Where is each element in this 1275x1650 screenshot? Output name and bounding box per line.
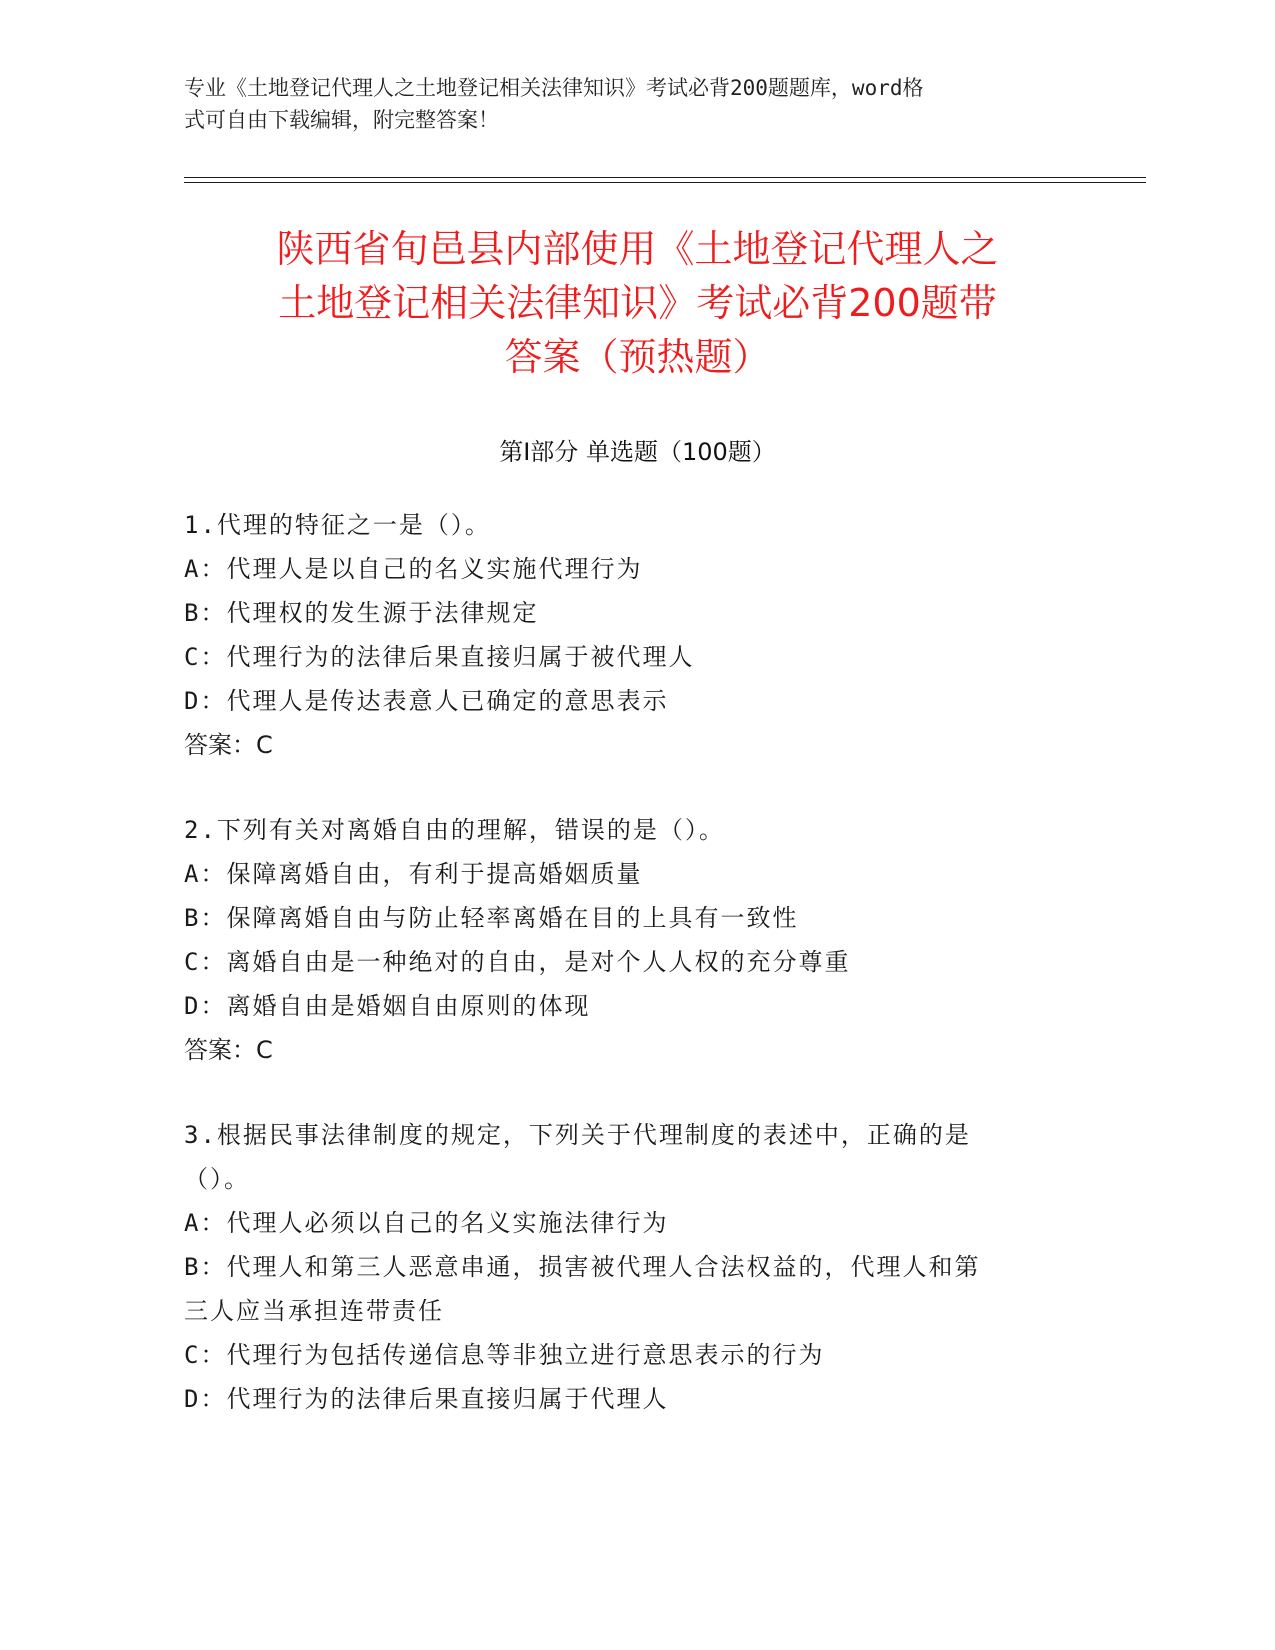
- question-1-option-b: B：代理权的发生源于法律规定: [184, 599, 539, 627]
- question-1-option-c: C：代理行为的法律后果直接归属于被代理人: [184, 643, 695, 671]
- document-title-line-1: 陕西省旬邑县内部使用《土地登记代理人之: [276, 227, 999, 271]
- question-1-option-a: A：代理人是以自己的名义实施代理行为: [184, 555, 643, 583]
- question-1-answer: 答案：C: [184, 731, 273, 759]
- question-3-option-a: A：代理人必须以自己的名义实施法律行为: [184, 1209, 669, 1237]
- question-2-option-d: D：离婚自由是婚姻自由原则的体现: [184, 992, 591, 1020]
- question-1-option-d: D：代理人是传达表意人已确定的意思表示: [184, 687, 669, 715]
- question-1-stem: 1.代理的特征之一是（）。: [184, 511, 491, 539]
- question-3-option-c: C：代理行为包括传递信息等非独立进行意思表示的行为: [184, 1341, 825, 1369]
- question-2-stem: 2.下列有关对离婚自由的理解，错误的是（）。: [184, 816, 725, 844]
- header-note-line-1: 专业《土地登记代理人之土地登记相关法律知识》考试必背200题题库，word格: [184, 76, 924, 100]
- document-title-line-3: 答案（预热题）: [504, 335, 771, 379]
- section-title: 第Ⅰ部分 单选题（100题）: [499, 438, 776, 466]
- question-3-option-b-continued: 三人应当承担连带责任: [184, 1297, 444, 1325]
- question-3-option-b: B：代理人和第三人恶意串通，损害被代理人合法权益的，代理人和第: [184, 1253, 981, 1281]
- document-title-line-2: 土地登记相关法律知识》考试必背200题带: [278, 281, 997, 325]
- header-divider-top: [184, 177, 1146, 178]
- question-2-option-c: C：离婚自由是一种绝对的自由，是对个人人权的充分尊重: [184, 948, 851, 976]
- header-divider-bottom: [184, 182, 1146, 183]
- question-2-answer: 答案：C: [184, 1036, 273, 1064]
- question-2-option-b: B：保障离婚自由与防止轻率离婚在目的上具有一致性: [184, 904, 799, 932]
- question-3-stem-line-2: （）。: [184, 1165, 250, 1193]
- header-note: [184, 72, 1064, 136]
- header-note-line-2: 式可自由下载编辑，附完整答案！: [184, 108, 499, 132]
- document-title: [150, 222, 1125, 384]
- question-3-stem-line-1: 3.根据民事法律制度的规定，下列关于代理制度的表述中，正确的是: [184, 1121, 971, 1149]
- question-3-option-d: D：代理行为的法律后果直接归属于代理人: [184, 1385, 669, 1413]
- question-2-option-a: A：保障离婚自由，有利于提高婚姻质量: [184, 860, 643, 888]
